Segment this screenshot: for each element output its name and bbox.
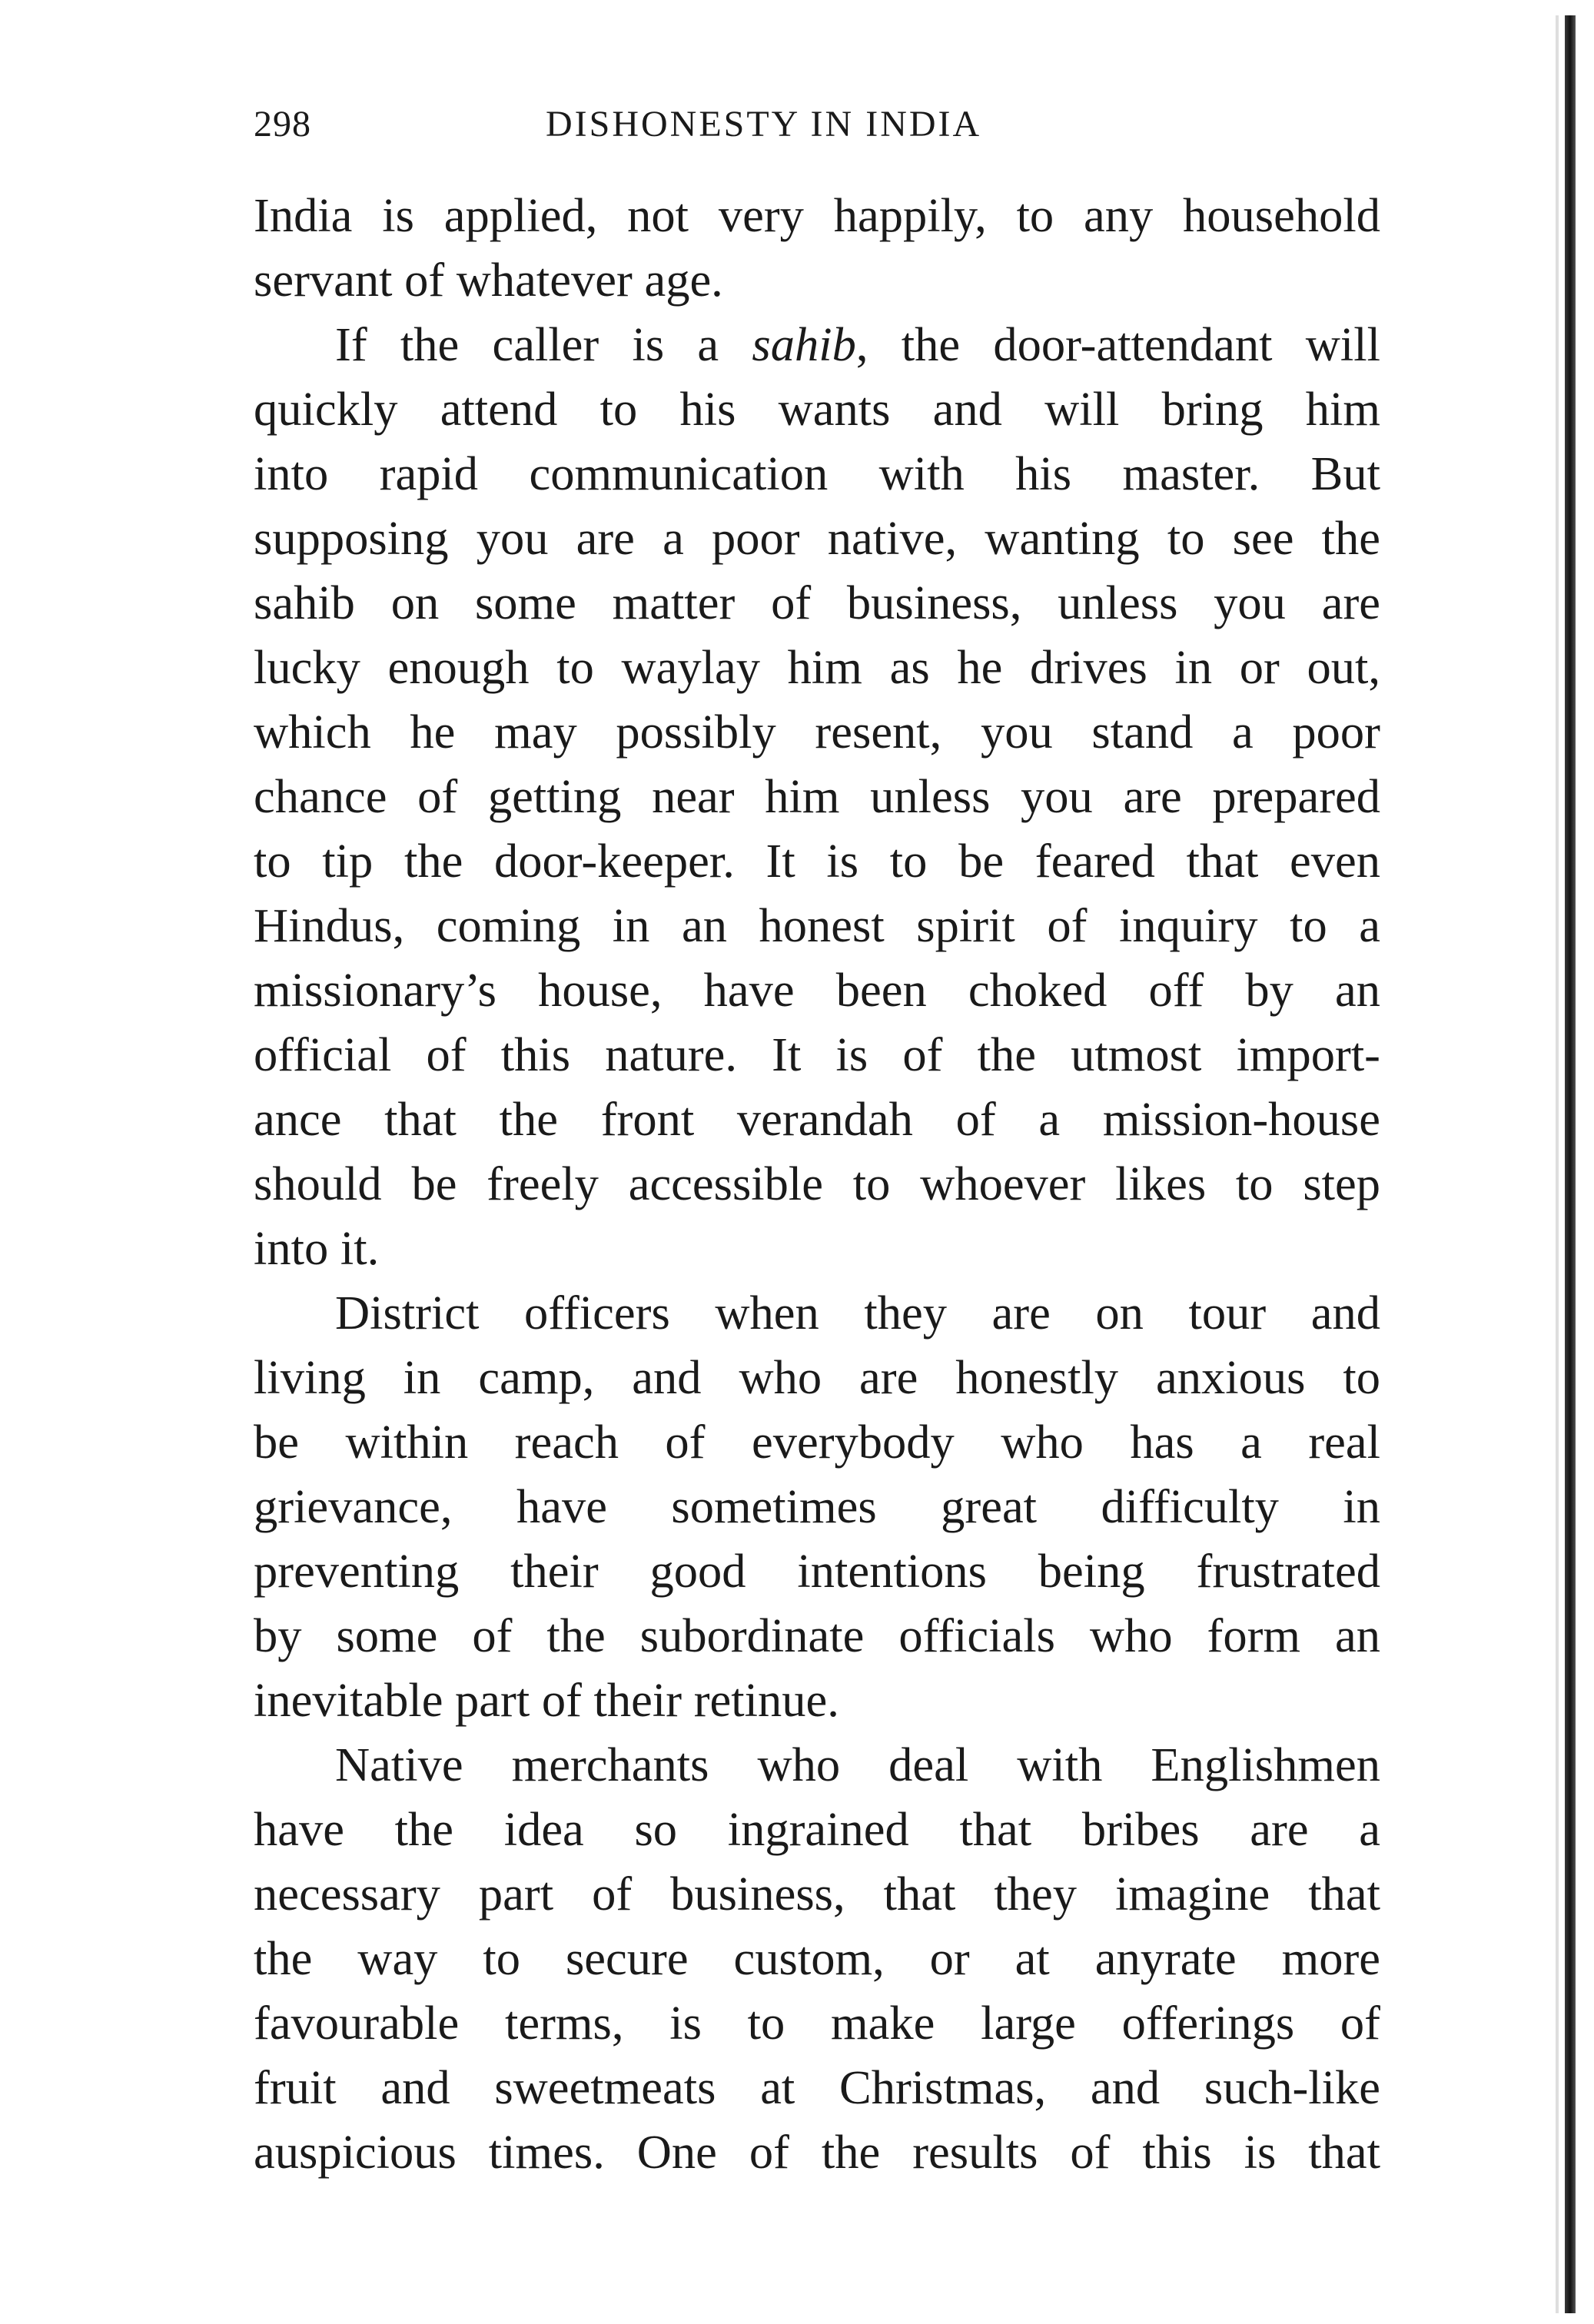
- text-line: the way to secure custom, or at anyrate more: [254, 1931, 1380, 1985]
- running-head: [254, 103, 1380, 149]
- text-line: [254, 312, 1380, 377]
- italic-term: sahib: [752, 317, 856, 371]
- paragraph-1: [254, 183, 1380, 312]
- text-line: necessary part of business, that they imagine that: [254, 1867, 1380, 1921]
- text-line: have the idea so ingrained that bribes are a: [254, 1802, 1380, 1856]
- text-line: lucky enough to waylay him as he drives in or out,: [254, 640, 1380, 694]
- text-line: quickly attend to his wants and will bring him: [254, 382, 1380, 436]
- page-number: 298: [254, 104, 311, 144]
- text-line: inevitable part of their retinue.: [254, 1673, 839, 1727]
- text-line: supposing you are a poor native, wanting to see the: [254, 511, 1380, 565]
- text-line: Hindus, coming in an honest spirit of inquiry to a: [254, 898, 1380, 952]
- text-line: be within reach of everybody who has a real: [254, 1415, 1380, 1469]
- text-line: fruit and sweetmeats at Christmas, and such-like: [254, 2060, 1380, 2114]
- text-line: Native merchants who deal with Englishmen: [335, 1738, 1380, 1791]
- text-fragment: , the door-attendant will: [855, 317, 1381, 371]
- text-line: ance that the front verandah of a mission-house: [254, 1092, 1380, 1146]
- running-title: DISHONESTY IN INDIA: [546, 104, 982, 144]
- paragraph-2: [254, 312, 1380, 1280]
- text-line: chance of getting near him unless you are prepared: [254, 769, 1380, 823]
- text-line: into it.: [254, 1221, 380, 1275]
- paragraph-3: [254, 1280, 1380, 1732]
- text-line: which he may possibly resent, you stand a poor: [254, 705, 1380, 759]
- text-line: servant of whatever age.: [254, 253, 723, 307]
- text-line: preventing their good intentions being frustrated: [254, 1544, 1380, 1598]
- text-line: favourable terms, is to make large offerings of: [254, 1996, 1380, 2050]
- text-line: auspicious times. One of the results of this is that: [254, 2125, 1380, 2179]
- text-line: should be freely accessible to whoever likes to step: [254, 1157, 1380, 1210]
- text-line: official of this nature. It is of the utmost import-: [254, 1028, 1380, 1081]
- text-line: sahib on some matter of business, unless you are: [254, 576, 1380, 629]
- paragraph-4: [254, 1732, 1380, 2184]
- body-text: [254, 183, 1380, 2184]
- text-line: missionary’s house, have been choked off by an: [254, 963, 1380, 1017]
- text-line: living in camp, and who are honestly anxious to: [254, 1350, 1380, 1404]
- text-line: India is applied, not very happily, to any household: [254, 188, 1380, 242]
- text-line: into rapid communication with his master. But: [254, 447, 1380, 500]
- page-edge: [1565, 15, 1576, 2313]
- text-line: grievance, have sometimes great difficulty in: [254, 1479, 1380, 1533]
- page-edge-shadow: [1556, 15, 1559, 2313]
- text-line: to tip the door-keeper. It is to be feared that even: [254, 834, 1380, 888]
- text-line: District officers when they are on tour and: [335, 1286, 1380, 1340]
- text-line: by some of the subordinate officials who form an: [254, 1609, 1380, 1662]
- text-fragment: If the caller is a: [335, 317, 752, 371]
